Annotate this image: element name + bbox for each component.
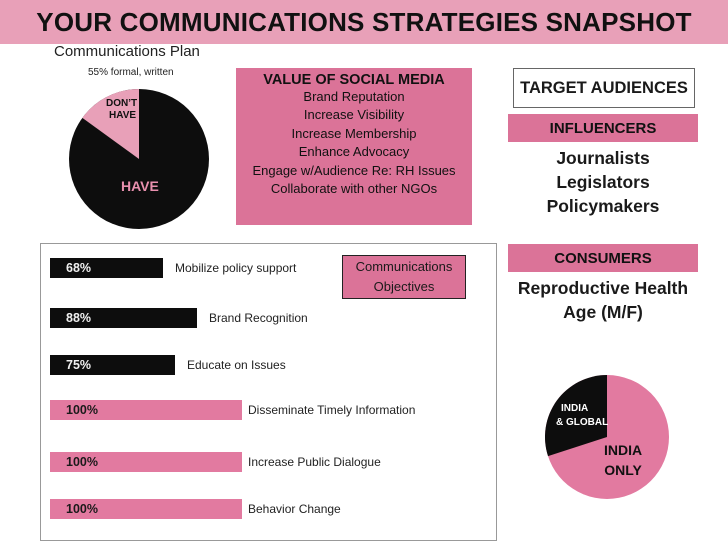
- social-media-panel: [236, 68, 472, 225]
- target-audiences-title: TARGET AUDIENCES: [513, 68, 695, 108]
- consumers-description: Reproductive Health Age (M/F): [517, 278, 689, 322]
- pie-dont-have-label: DON’T HAVE: [106, 98, 138, 121]
- social-item: Collaborate with other NGOs: [270, 181, 438, 197]
- plan-subtitle: 55% formal, written: [88, 67, 174, 78]
- page-title: YOUR COMMUNICATIONS STRATEGIES SNAPSHOT: [0, 0, 728, 44]
- plan-title: Communications Plan: [54, 43, 200, 60]
- objective-label: Brand Recognition: [209, 311, 308, 325]
- social-media-header: VALUE OF SOCIAL MEDIA: [263, 72, 445, 88]
- influencer-item: Policymakers: [546, 196, 660, 216]
- objective-bar: 100%: [50, 499, 242, 519]
- objective-label: Increase Public Dialogue: [248, 455, 381, 469]
- social-item: Brand Reputation: [303, 89, 405, 104]
- consumers-header: CONSUMERS: [508, 244, 698, 272]
- objective-bar: 100%: [50, 452, 242, 472]
- objectives-title: Communications Objectives: [342, 255, 466, 299]
- influencers-list: [508, 146, 698, 218]
- objective-label: Educate on Issues: [187, 358, 286, 372]
- pie-have-label: HAVE: [121, 178, 159, 194]
- objective-label: Mobilize policy support: [175, 261, 297, 275]
- influencer-item: Journalists: [556, 148, 650, 168]
- plan-pie-chart: [66, 86, 212, 232]
- audience-pie-chart: [543, 373, 671, 501]
- social-item: Engage w/Audience Re: RH Issues: [252, 162, 456, 178]
- objective-bar: 100%: [50, 400, 242, 420]
- influencer-item: Legislators: [556, 172, 650, 192]
- social-item: Increase Visibility: [303, 107, 405, 123]
- objective-label: Disseminate Timely Information: [248, 403, 416, 417]
- pie-india-global-label: INDIA & GLOBAL: [556, 403, 609, 428]
- objective-label: Behavior Change: [248, 502, 341, 516]
- social-item: Increase Membership: [291, 125, 417, 141]
- social-item: Enhance Advocacy: [298, 144, 410, 160]
- objective-bar: 75%: [50, 355, 175, 375]
- pie-india-only-label: INDIA ONLY: [604, 442, 643, 478]
- objective-bar: 68%: [50, 258, 163, 278]
- influencers-header: INFLUENCERS: [508, 114, 698, 142]
- objective-bar: 88%: [50, 308, 197, 328]
